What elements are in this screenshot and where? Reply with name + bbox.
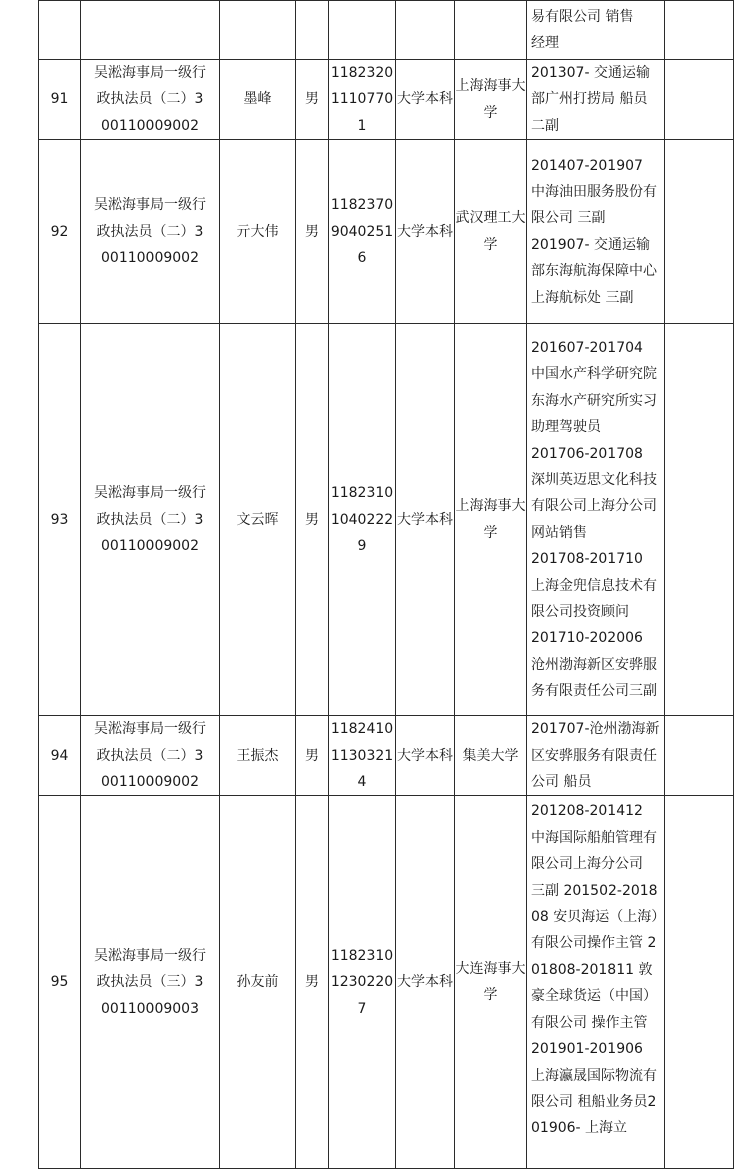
table-row — [39, 796, 734, 1169]
cell-remark — [665, 60, 734, 140]
cell-position — [81, 1, 220, 60]
cell-id: 118237090402516 — [329, 140, 396, 324]
cell-no: 92 — [39, 140, 81, 324]
cell-gender: 男 — [296, 716, 329, 796]
cell-no: 94 — [39, 716, 81, 796]
cell-school: 集美大学 — [455, 716, 527, 796]
candidate-table — [38, 0, 734, 1169]
cell-no: 91 — [39, 60, 81, 140]
cell-school: 上海海事大学 — [455, 324, 527, 716]
cell-name: 亓大伟 — [220, 140, 296, 324]
cell-education: 大学本科 — [396, 60, 455, 140]
cell-remark — [665, 324, 734, 716]
cell-gender: 男 — [296, 796, 329, 1169]
cell-experience: 201208-201412 中海国际船舶管理有限公司上海分公司 三副 201502-201808 安贝海运（上海）有限公司操作主管 201808-201811 敦豪全球货运（中国）有限公司 操作主管 201901-201906 上海瀛晟国际物流有限公司 租船业务员201906- 上海立 — [527, 796, 665, 1169]
cell-gender: 男 — [296, 140, 329, 324]
cell-no: 93 — [39, 324, 81, 716]
cell-id: 118231010402229 — [329, 324, 396, 716]
table-row — [39, 140, 734, 324]
cell-no — [39, 1, 81, 60]
cell-remark — [665, 796, 734, 1169]
cell-education: 大学本科 — [396, 716, 455, 796]
cell-position: 吴淞海事局一级行政执法员（二）300110009002 — [81, 716, 220, 796]
cell-gender — [296, 1, 329, 60]
cell-no: 95 — [39, 796, 81, 1169]
table-row — [39, 60, 734, 140]
cell-name: 孙友前 — [220, 796, 296, 1169]
cell-education: 大学本科 — [396, 324, 455, 716]
table-row-continuation — [39, 1, 734, 60]
table-row — [39, 324, 734, 716]
cell-position: 吴淞海事局一级行政执法员（三）300110009003 — [81, 796, 220, 1169]
cell-position: 吴淞海事局一级行政执法员（二）300110009002 — [81, 140, 220, 324]
cell-experience: 201607-201704 中国水产科学研究院东海水产研究所实习助理驾驶员 201706-201708 深圳英迈思文化科技有限公司上海分公司 网站销售 201708-201710 上海金兜信息技术有限公司投资顾问 201710-202006 沧州渤海新区安骅服务有限责任公司三副 — [527, 324, 665, 716]
cell-id — [329, 1, 396, 60]
cell-education: 大学本科 — [396, 796, 455, 1169]
cell-id: 118231012302207 — [329, 796, 396, 1169]
cell-position: 吴淞海事局一级行政执法员（二）300110009002 — [81, 324, 220, 716]
cell-school — [455, 1, 527, 60]
cell-school: 上海海事大学 — [455, 60, 527, 140]
cell-experience: 201407-201907 中海油田服务股份有限公司 三副 201907- 交通运输部东海航海保障中心上海航标处 三副 — [527, 140, 665, 324]
cell-name: 文云晖 — [220, 324, 296, 716]
cell-remark — [665, 716, 734, 796]
cell-name — [220, 1, 296, 60]
cell-experience: 201707-沧州渤海新区安骅服务有限责任公司 船员 — [527, 716, 665, 796]
cell-experience: 易有限公司 销售 经理 — [527, 1, 665, 60]
cell-name: 墨峰 — [220, 60, 296, 140]
cell-education — [396, 1, 455, 60]
cell-experience: 201307- 交通运输部广州打捞局 船员二副 — [527, 60, 665, 140]
cell-remark — [665, 140, 734, 324]
cell-id: 118232011107701 — [329, 60, 396, 140]
cell-position: 吴淞海事局一级行政执法员（二）300110009002 — [81, 60, 220, 140]
cell-education: 大学本科 — [396, 140, 455, 324]
cell-id: 118241011303214 — [329, 716, 396, 796]
cell-gender: 男 — [296, 324, 329, 716]
cell-name: 王振杰 — [220, 716, 296, 796]
cell-remark — [665, 1, 734, 60]
cell-gender: 男 — [296, 60, 329, 140]
table-row — [39, 716, 734, 796]
cell-school: 大连海事大学 — [455, 796, 527, 1169]
cell-school: 武汉理工大学 — [455, 140, 527, 324]
